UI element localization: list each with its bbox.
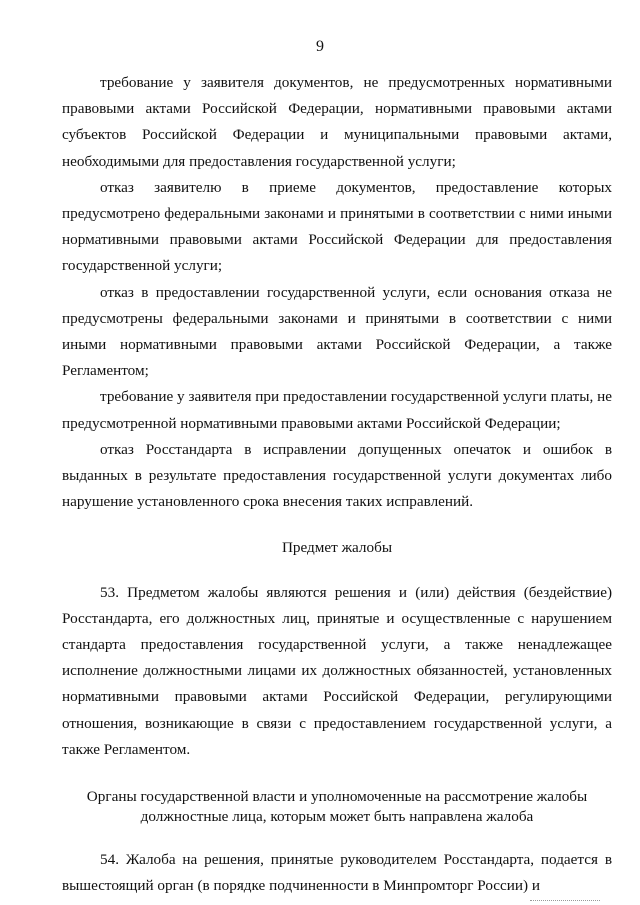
paragraph-fee-requirement: требование у заявителя при предоставлении государственной услуги платы, не предусмотренной нормативными правовыми актами Российской Федерации; — [62, 388, 612, 432]
page-number: 9 — [316, 38, 324, 55]
paragraph-refusal-corrections: отказ Росстандарта в исправлении допущенных опечаток и ошибок в выданных в результате предоставления государственной услуги документах либо нарушение установленного срока внесения таких исправлений. — [62, 440, 612, 511]
section-heading-complaint-subject: Предмет жалобы — [281, 539, 393, 557]
paragraph-requirement-documents: требование у заявителя документов, не предусмотренных нормативными правовыми актами Российской Федерации, нормативными правовыми актами субъектов Российской Федерации и муниципальными правовыми актами, необходимыми для предоставления государственной услуги; — [62, 74, 612, 170]
paragraph-53: 53. Предметом жалобы являются решения и (или) действия (бездействие) Росстандарта, его должностных лиц, принятые и осуществленные с нарушением стандарта предоставления государственной услуги, а также ненадлежащее исполнение должностными лицами их должностных обязанностей, установленных нормативными правовыми актами Российской Федерации, регулирующими отношения, возникающие в связи с предоставлением государственной услуги, а также Регламентом. — [62, 583, 612, 758]
paragraph-54: 54. Жалоба на решения, принятые руководителем Росстандарта, подается в вышестоящий орган (в порядке подчиненности в Минпромторг России) и — [62, 851, 612, 895]
paragraph-refusal-acceptance: отказ заявителю в приеме документов, предоставление которых предусмотрено федеральными законами и принятыми в соответствии с ними иными нормативными правовыми актами Российской Федерации для предоставления государственной услуги; — [62, 178, 612, 275]
paragraph-refusal-service: отказ в предоставлении государственной услуги, если основания отказа не предусмотрены федеральными законами и принятыми в соответствии с ними иными нормативными правовыми актами Российской Федерации, а также Регламентом; — [62, 283, 612, 380]
section-heading-authorities — [62, 787, 612, 827]
scan-edge-mark — [530, 899, 600, 901]
document-body — [62, 70, 612, 899]
section-heading-authorities-line1: Органы государственной власти и уполномоченные на рассмотрение жалобы — [86, 788, 588, 806]
section-heading-authorities-line2: должностные лица, которым может быть направлена жалоба — [140, 808, 534, 826]
